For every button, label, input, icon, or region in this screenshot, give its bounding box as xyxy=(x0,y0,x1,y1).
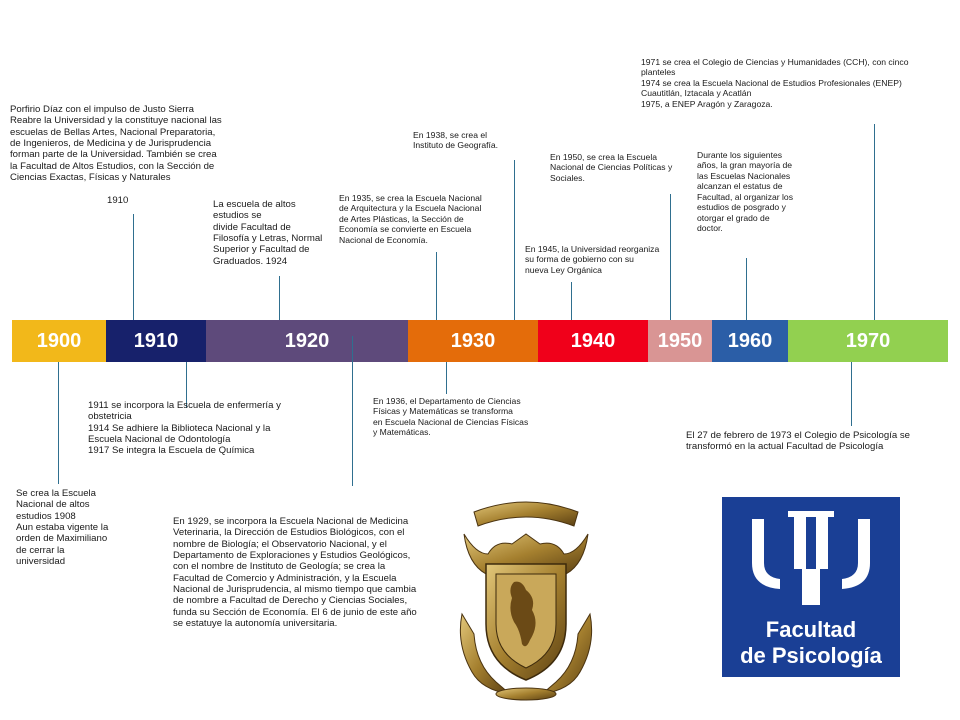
note-1911: 1911 se incorpora la Escuela de enfermería y obstetricia 1914 Se adhiere la Biblioteca Nacional y la Escuela Nacional de Odontología 1917 Se integra la Escuela de Química xyxy=(88,400,281,457)
connector-1971 xyxy=(874,124,875,320)
note-porfirio: Porfirio Díaz con el impulso de Justo Sierra Reabre la Universidad y la constituye nacional las escuelas de Bellas Artes, Nacional Preparatoria, de Ingenieros, de Medicina y de Jurisprudencia forman parte de la Universidad. También se crea la Facultad de Altos Estudios, con la Sección de Ciencias Exactas, Físicas y Naturales xyxy=(10,104,222,183)
segment-1900: 1900 xyxy=(12,320,106,362)
connector-1936 xyxy=(446,362,447,394)
note-1973: El 27 de febrero de 1973 el Colegio de Psicología se transformó en la actual Facultad de Psicología xyxy=(686,430,911,453)
note-1945: En 1945, la Universidad reorganiza su forma de gobierno con su nueva Ley Orgánica xyxy=(525,244,660,275)
segment-1930: 1930 xyxy=(408,320,538,362)
note-1936: En 1936, el Departamento de Ciencias Físicas y Matemáticas se transforma en Escuela Nacional de Ciencias Físicas y Matemáticas. xyxy=(373,396,529,438)
connector-1908 xyxy=(58,362,59,484)
segment-1950: 1950 xyxy=(648,320,712,362)
segment-1940: 1940 xyxy=(538,320,648,362)
segment-1970: 1970 xyxy=(788,320,948,362)
segment-1910: 1910 xyxy=(106,320,206,362)
note-porfirio-year: 1910 xyxy=(107,195,129,206)
psicologia-logo-line2: de Psicología xyxy=(740,643,882,668)
note-1950: En 1950, se crea la Escuela Nacional de Ciencias Políticas y Sociales. xyxy=(550,152,673,183)
note-1908: Se crea la Escuela Nacional de altos estudios 1908 Aun estaba vigente la orden de Maximiliano de cerrar la universidad xyxy=(16,488,109,567)
segment-1920: 1920 xyxy=(206,320,408,362)
note-1960: Durante los siguientes años, la gran mayoría de las Escuelas Nacionales alcanzan el estatus de Facultad, al organizar los estudios de posgrado y otorgar el grado de doctor. xyxy=(697,150,794,234)
psicologia-logo-line1: Facultad xyxy=(765,617,857,642)
connector-1929 xyxy=(352,336,353,486)
connector-1935 xyxy=(436,252,437,320)
connector-1960 xyxy=(746,258,747,320)
note-1938: En 1938, se crea el Instituto de Geografía. xyxy=(413,130,499,151)
connector-1910 xyxy=(133,214,134,320)
note-1929: En 1929, se incorpora la Escuela Nacional de Medicina Veterinaria, la Dirección de Estudios Biológicos, con el nombre de Biología; el Observatorio Nacional, y el Departamento de Exploraciones y Estudios Geológicos, con el nombre de Instituto de Geología; se crea la Facultad de Comercio y Administración, y la Escuela Nacional de Jurisprudencia, al mismo tiempo que cambia de nombre a Facultad de Derecho y Ciencias Sociales, funda su Sección de Economía. El 6 de junio de este año se estatuye la autonomía universitaria. xyxy=(173,516,417,629)
segment-1960: 1960 xyxy=(712,320,788,362)
unam-seal-logo xyxy=(456,494,596,704)
note-1971: 1971 se crea el Colegio de Ciencias y Humanidades (CCH), con cinco planteles 1974 se crea la Escuela Nacional de Estudios Profesionales (ENEP) Cuautitlán, Iztacala y Acatlán 1975, a ENEP Aragón y Zaragoza. xyxy=(641,57,909,109)
note-1924: La escuela de altos estudios se divide Facultad de Filosofía y Letras, Normal Superior y Facultad de Graduados. 1924 xyxy=(213,199,323,267)
connector-1945 xyxy=(571,282,572,320)
connector-1973 xyxy=(851,362,852,426)
connector-1938 xyxy=(514,160,515,320)
psicologia-logo xyxy=(722,497,900,677)
note-1935: En 1935, se crea la Escuela Nacional de Arquitectura y la Escuela Nacional de Artes Plásticas, la Sección de Economía se convierte en Escuela Nacional de Economía. xyxy=(339,193,482,245)
psi-trident-icon xyxy=(722,497,900,609)
connector-1924 xyxy=(279,276,280,320)
